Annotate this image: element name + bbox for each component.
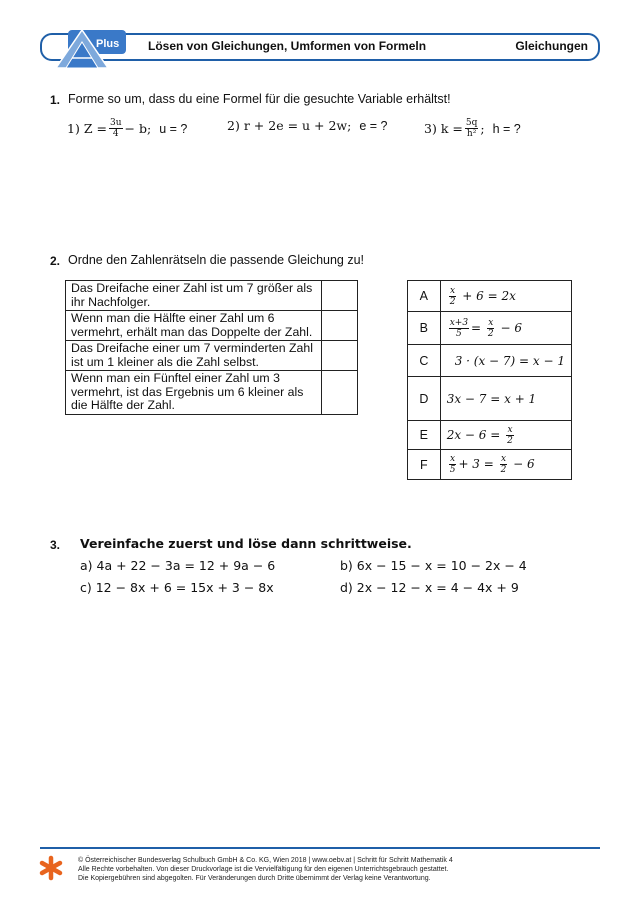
task3-item-d: d) 2x − 12 − x = 4 − 4x + 9 (340, 580, 519, 595)
item-label: 1) (67, 121, 80, 136)
equation-e: 2x − 6 = $\frac{x}{2}$ (440, 421, 571, 450)
equation-label: E (408, 421, 441, 450)
footer-line-3: Die Kopiergebühren sind abgegolten. Für Veränderungen durch Dritte übernimmt der Verlag keine Verantwortung. (78, 875, 431, 882)
formula-part: − b; (124, 121, 152, 136)
table-row (408, 450, 572, 480)
task1-text: Forme so um, dass du eine Formel für die gesuchte Variable erhältst! (68, 92, 451, 106)
equation-label: A (408, 281, 441, 312)
equation-label: F (408, 450, 441, 480)
equation-d: 3x − 7 = x + 1 (440, 377, 571, 421)
riddle-cell: Wenn man die Hälfte einer Zahl um 6 vermehrt, erhält man das Doppelte der Zahl. (66, 311, 322, 341)
answer-cell[interactable] (322, 371, 358, 415)
ask-text: e = ? (359, 118, 388, 133)
task3-number: 3. (50, 538, 61, 552)
footer-copyright (78, 856, 453, 883)
table-row (408, 281, 572, 312)
task1-item-2 (227, 118, 388, 133)
table-row (66, 281, 358, 311)
answer-cell[interactable] (322, 281, 358, 311)
answer-cell[interactable] (322, 341, 358, 371)
formula-part: ; (480, 121, 485, 136)
equation-a: $\frac{x}{2}$ + 6 = 2x (440, 281, 571, 312)
table-row (408, 345, 572, 377)
table-row (66, 371, 358, 415)
equation-label: B (408, 312, 441, 345)
equation-label: D (408, 377, 441, 421)
task3-item-b: b) 6x − 15 − x = 10 − 2x − 4 (340, 558, 527, 573)
table-row (66, 341, 358, 371)
riddle-cell: Das Dreifache einer Zahl ist um 7 größer als ihr Nachfolger. (66, 281, 322, 311)
formula-part: r + 2e = u + 2w; (243, 118, 352, 133)
footer-divider (40, 847, 600, 849)
equation-f: $\frac{x}{5}$ + 3 = $\frac{x}{2}$ − 6 (440, 450, 571, 480)
task1-number: 1. (50, 93, 61, 107)
table-row (408, 377, 572, 421)
ask-text: u = ? (159, 121, 188, 136)
footer-line-1: © Österreichischer Bundesverlag Schulbuch GmbH & Co. KG, Wien 2018 | www.oebv.at | Schritt für Schritt Mathematik 4 (78, 857, 453, 864)
table-row (66, 311, 358, 341)
item-label: 3) (424, 121, 437, 136)
fraction: $\frac{3u}{4}$ (109, 118, 122, 139)
ask-text: h = ? (492, 121, 521, 136)
formula-part: k = (440, 121, 463, 136)
table-row (408, 312, 572, 345)
logo-text: Plus (96, 38, 120, 50)
plus-logo-icon (52, 28, 132, 70)
page-title: Lösen von Gleichungen, Umformen von Formeln (148, 39, 427, 53)
task2-number: 2. (50, 254, 61, 268)
page-topic: Gleichungen (515, 39, 588, 53)
item-label: 2) (227, 118, 240, 133)
fraction: $\frac{5q}{\text{h²}}$ (465, 118, 478, 139)
publisher-asterisk-icon (38, 855, 64, 881)
equation-c: 3 · (x − 7) = x − 1 (440, 345, 571, 377)
answer-cell[interactable] (322, 311, 358, 341)
riddle-table (65, 280, 358, 415)
table-row (408, 421, 572, 450)
task2-text: Ordne den Zahlenrätseln die passende Gleichung zu! (68, 253, 365, 267)
task3-item-a: a) 4a + 22 − 3a = 12 + 9a − 6 (80, 558, 276, 573)
task1-item-1 (67, 118, 187, 139)
task3-text: Vereinfache zuerst und löse dann schrittweise. (80, 536, 412, 551)
formula-part: Z = (83, 121, 107, 136)
task3-item-c: c) 12 − 8x + 6 = 15x + 3 − 8x (80, 580, 274, 595)
footer-line-2: Alle Rechte vorbehalten. Von dieser Druckvorlage ist die Vervielfältigung für den eigenen Unterrichtsgebrauch gestattet. (78, 866, 449, 873)
equation-b: $\frac{x+3}{5}$ = $\frac{x}{2}$ − 6 (440, 312, 571, 345)
task1-item-3 (424, 118, 521, 139)
equation-table (407, 280, 572, 480)
equation-label: C (408, 345, 441, 377)
riddle-cell: Das Dreifache einer um 7 verminderten Zahl ist um 1 kleiner als die Zahl selbst. (66, 341, 322, 371)
riddle-cell: Wenn man ein Fünftel einer Zahl um 3 vermehrt, ist das Ergebnis um 6 kleiner als die Hälfte der Zahl. (66, 371, 322, 415)
